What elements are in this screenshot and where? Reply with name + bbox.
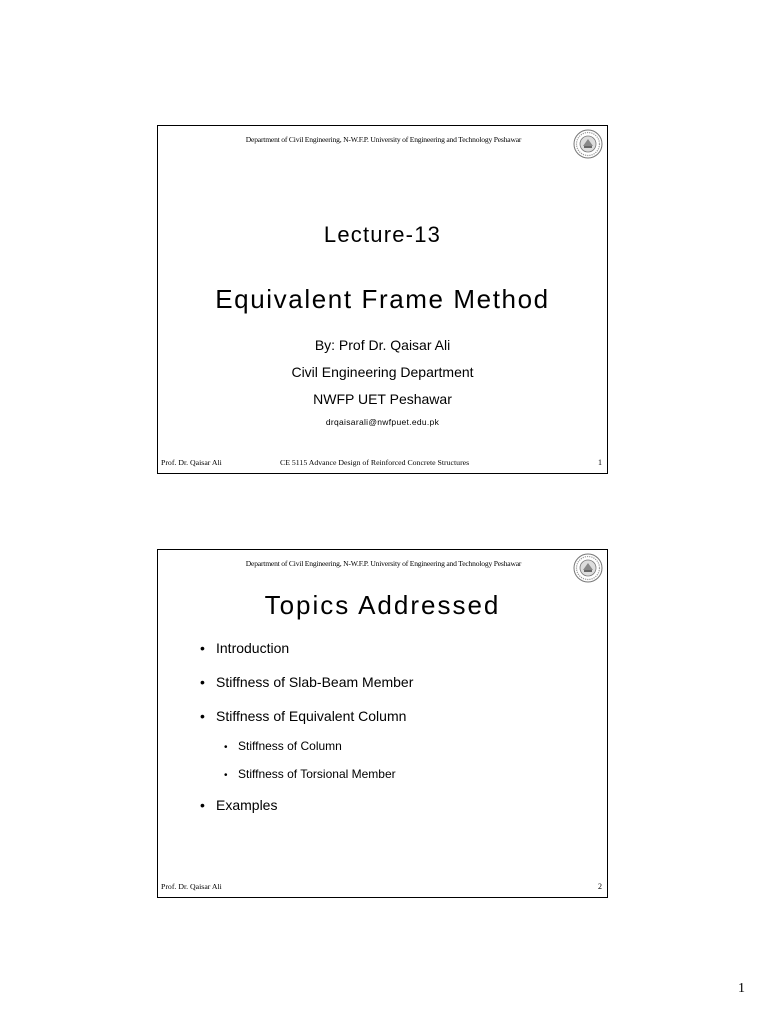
topic-label: Stiffness of Slab-Beam Member xyxy=(216,674,414,690)
lecture-number: Lecture-13 xyxy=(323,222,442,247)
slide-2 xyxy=(157,549,608,898)
topic-label: Introduction xyxy=(216,640,290,656)
slide-1 xyxy=(157,125,608,474)
list-item xyxy=(224,739,342,753)
slide-number: 2 xyxy=(598,882,602,891)
bullet-icon: • xyxy=(200,797,205,813)
department: Civil Engineering Department xyxy=(291,364,474,380)
topic-label: Stiffness of Equivalent Column xyxy=(216,708,407,724)
subtopic-label: Stiffness of Column xyxy=(238,739,342,753)
list-item xyxy=(200,797,277,813)
bullet-icon: • xyxy=(200,708,205,724)
bullet-icon: • xyxy=(200,640,205,656)
subtopic-label: Stiffness of Torsional Member xyxy=(238,767,396,781)
footer-author: Prof. Dr. Qaisar Ali xyxy=(161,458,222,467)
list-item xyxy=(224,767,396,781)
list-item xyxy=(200,640,289,656)
footer-author: Prof. Dr. Qaisar Ali xyxy=(161,882,222,891)
email: drqaisarali@nwfpuet.edu.pk xyxy=(325,417,440,427)
topic-label: Examples xyxy=(216,797,278,813)
slide-title: Topics Addressed xyxy=(264,590,501,620)
slide-title: Equivalent Frame Method xyxy=(215,284,550,314)
bullet-icon: • xyxy=(224,742,228,753)
university-seal-icon xyxy=(573,129,603,159)
slide-number: 1 xyxy=(598,458,602,467)
list-item xyxy=(200,708,406,724)
author: By: Prof Dr. Qaisar Ali xyxy=(314,337,451,353)
bullet-icon: • xyxy=(200,674,205,690)
slide-header: Department of Civil Engineering, N-W.F.P. University of Engineering and Technology Peshawar xyxy=(245,559,522,568)
bullet-icon: • xyxy=(224,770,228,781)
footer-course: CE 5115 Advance Design of Reinforced Concrete Structures xyxy=(280,458,470,467)
list-item xyxy=(200,674,413,690)
slide-header: Department of Civil Engineering, N-W.F.P. University of Engineering and Technology Peshawar xyxy=(245,135,522,144)
page-number: 1 xyxy=(738,981,745,996)
university: NWFP UET Peshawar xyxy=(313,391,452,407)
university-seal-icon xyxy=(573,553,603,583)
